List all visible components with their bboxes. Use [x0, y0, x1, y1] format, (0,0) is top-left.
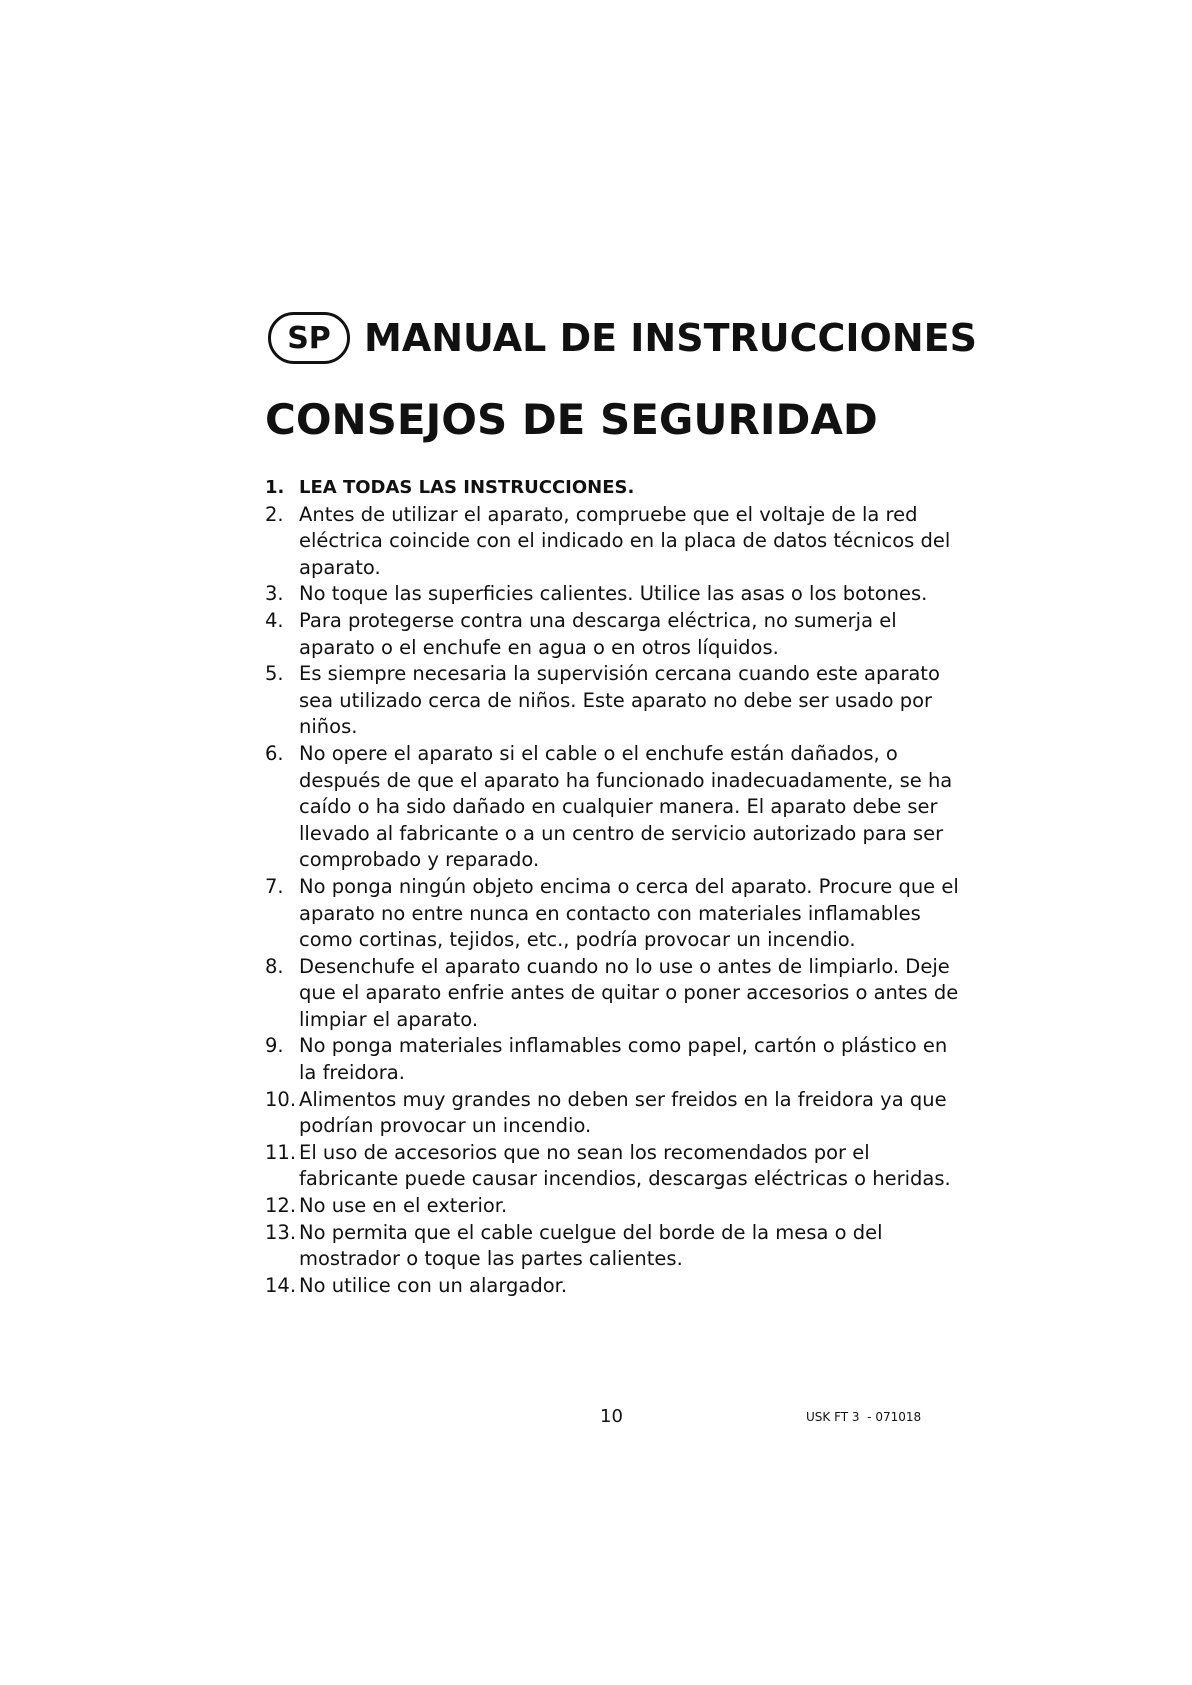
item-text: No utilice con un alargador.: [299, 1273, 568, 1297]
item-number: 14.: [265, 1273, 297, 1297]
section-title: CONSEJOS DE SEGURIDAD: [265, 395, 878, 444]
page-number: 10: [600, 1406, 623, 1427]
item-text: Es siempre necesaria la supervisión cercana cuando este aparato sea utilizado cerca de niños. Este aparato no debe ser usado por niños.: [299, 662, 940, 739]
list-item: [265, 1273, 965, 1300]
item-text: Para protegerse contra una descarga eléctrica, no sumerja el aparato o el enchufe en agua o en otros líquidos.: [299, 608, 897, 659]
item-number: 10.: [265, 1087, 297, 1111]
language-badge: SP: [268, 312, 350, 364]
item-number: 2.: [265, 502, 284, 526]
item-number: 6.: [265, 741, 284, 765]
item-number: 4.: [265, 608, 284, 632]
item-text: LEA TODAS LAS INSTRUCCIONES.: [299, 477, 635, 498]
item-number: 9.: [265, 1034, 284, 1058]
item-text: El uso de accesorios que no sean los recomendados por el fabricante puede causar incendios, descargas eléctricas o heridas.: [299, 1140, 951, 1191]
list-item: [265, 1220, 965, 1273]
list-item: [265, 741, 965, 874]
item-number: 12.: [265, 1194, 297, 1218]
item-number: 7.: [265, 874, 284, 898]
item-text: No opere el aparato si el cable o el enchufe están dañados, o después de que el aparato ha funcionado inadecuadamente, se ha caído o ha sido dañado en cualquier manera. El aparato debe ser llevado al fabricante o a un centro de servicio autorizado para ser comprobado y reparado.: [299, 741, 953, 872]
item-text: No toque las superficies calientes. Utilice las asas o los botones.: [299, 582, 928, 606]
list-item: [265, 1140, 965, 1193]
item-number: 11.: [265, 1140, 297, 1164]
item-text: No permita que el cable cuelgue del borde de la mesa o del mostrador o toque las partes calientes.: [299, 1220, 883, 1271]
item-number: 13.: [265, 1220, 297, 1244]
model-code: USK FT 3 - 071018: [806, 1410, 922, 1424]
list-item: [265, 874, 965, 954]
list-item: [265, 1033, 965, 1086]
list-item: [265, 954, 965, 1034]
list-item: [265, 1087, 965, 1140]
manual-title: MANUAL DE INSTRUCCIONES: [364, 316, 977, 360]
list-item: [265, 661, 965, 741]
list-item: [265, 608, 965, 661]
item-text: Antes de utilizar el aparato, compruebe que el voltaje de la red eléctrica coincide con el indicado en la placa de datos técnicos del aparato.: [299, 502, 951, 579]
item-number: 1.: [265, 477, 285, 498]
list-item: [265, 1193, 965, 1220]
item-text: Alimentos muy grandes no deben ser freidos en la freidora ya que podrían provocar un incendio.: [299, 1087, 947, 1138]
item-text: Desenchufe el aparato cuando no lo use o antes de limpiarlo. Deje que el aparato enfrie antes de quitar o poner accesorios o antes de limpiar el aparato.: [299, 954, 959, 1031]
item-number: 8.: [265, 954, 284, 978]
list-item: [265, 581, 965, 608]
item-text: No use en el exterior.: [299, 1194, 508, 1218]
list-item: [265, 475, 965, 502]
item-number: 5.: [265, 662, 284, 686]
manual-header: [268, 306, 977, 370]
item-text: No ponga materiales inflamables como papel, cartón o plástico en la freidora.: [299, 1034, 948, 1085]
item-text: No ponga ningún objeto encima o cerca del aparato. Procure que el aparato no entre nunca en contacto con materiales inflamables como cortinas, tejidos, etc., podría provocar un incendio.: [299, 874, 959, 952]
item-number: 3.: [265, 582, 284, 606]
safety-list: [265, 475, 965, 1299]
list-item: [265, 502, 965, 582]
